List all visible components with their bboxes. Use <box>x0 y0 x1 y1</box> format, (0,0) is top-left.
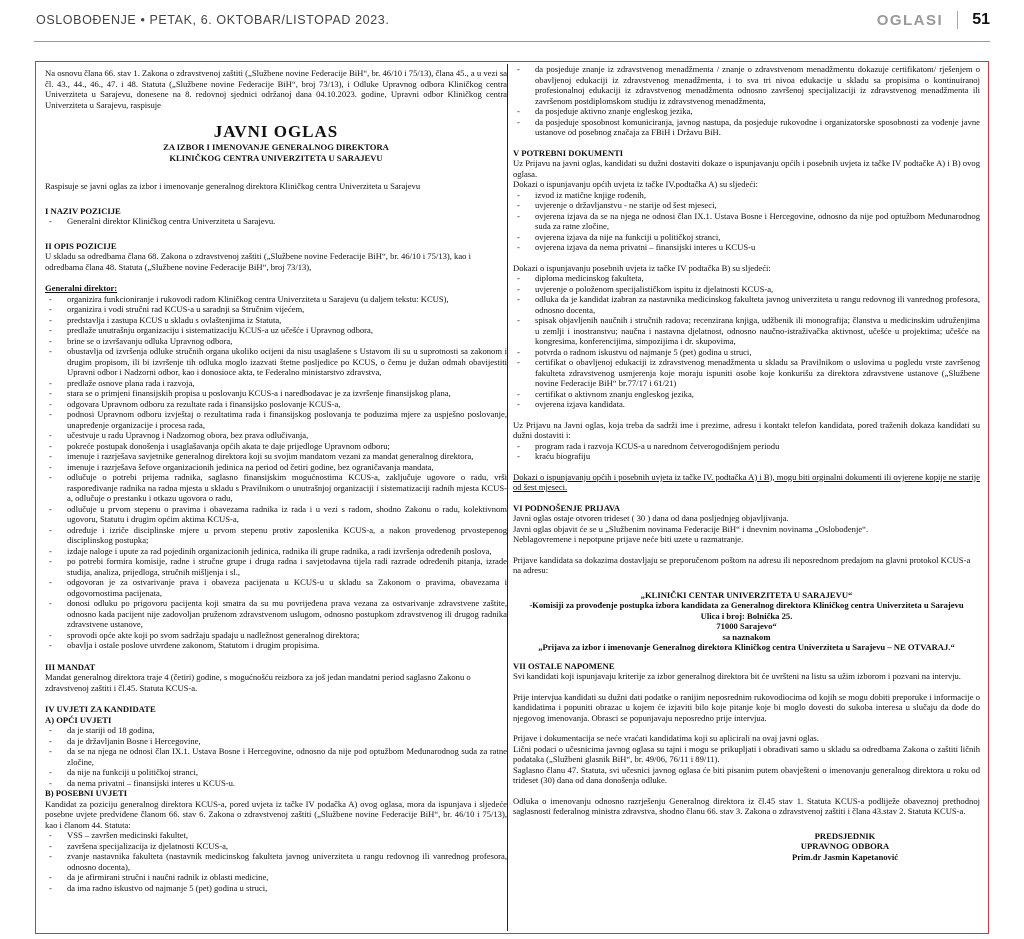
section-7-heading: VII OSTALE NAPOMENE <box>513 660 615 671</box>
list-item: - ovjerena izjava da se na njega ne odnosi član IX.1. Ustava Bosne i Hercegovine, odnosno da nije pod optužbom Međunarodnog suda za ratne zločine, <box>513 211 980 232</box>
list-item: - organizira funkcioniranje i rukovodi radom Kliničkog centra Univerziteta u Sarajevu (u daljem tekstu: KCUS), <box>45 294 507 305</box>
list-item: - donosi odluku po prigovoru pacijenta koji smatra da su mu povrijeđena prava vezana za ostvarivanje zdravstvene zaštite, odnosno kada pacijent nije zadovoljan pruženom zdravstvenom uslugom, odnosno postupkom zdravstvenog ili drugog radnika zdravstvene ustanove, <box>45 598 507 630</box>
section-5b-list <box>513 273 980 410</box>
gd-list <box>45 294 507 651</box>
list-item: - pokreće postupak donošenja i usaglašavanja općih akata te daje prijedloge Upravnom odboru; <box>45 441 507 452</box>
list-item: - određuje i izriče disciplinske mjere u prvom stepenu protiv zaposlenika KCUS-a, a nakon provedenog prvostepenog disciplinskog postupka; <box>45 525 507 546</box>
section-7-p2: Prije intervjua kandidati su dužni dati podatke o ranijim neposrednim rukovodiocima od kojih se mogu dobiti preporuke i informacije o kandidatima i popuniti obrazac u kojem će izjaviti bilo koje pitanje koje bi moglo dovesti do sukoba interesa u slučaju da dođe do njegovog imenovanja. Obrasci se popunjavaju neposredno prije intervjua. <box>513 691 980 723</box>
list-item: - da posjeduje znanje iz zdravstvenog menadžmenta / znanje o zdravstvenom menadžmentu dokazuje certifikatom/ rješenjem o obavljenoj edukaciji iz zdravstvenog menadžmenta, i to sva tri nivoa edukacije u skladu sa propisima o kontinuiranoj profesionalnoj edukaciji iz zdravstvenog menadžmenta odnosno završenoj specijalizaciji iz zdravstvenog menadžmenta ili završenom postdiplomskom studiju iz zdravstvenog menadžmenta, <box>513 64 980 106</box>
section-7-p4: Lični podaci o učesnicima javnog oglasa su tajni i mogu se prikupljati i obrađivati samo u skladu sa odredbama Zakona o zaštiti ličnih podataka („Službeni glasnik BiH“, br. 49/06, 76/11 i 89/11). <box>513 743 980 764</box>
header-rule <box>34 41 990 42</box>
notice-frame <box>35 61 989 934</box>
column-divider <box>507 64 508 931</box>
list-item: - odgovara Upravnom odboru za rezultate rada i finansijsko poslovanje KCUS-a, <box>45 399 507 410</box>
section-6-text-2: Javni oglas objavit će se u „Službenim novinama Federacije BiH“ i dnevnim novinama „Oslobođenje“. <box>513 523 869 534</box>
list-item: - završena specijalizacija iz djelatnosti KCUS-a, <box>45 841 507 852</box>
list-item: - ovjerena izjava kandidata. <box>513 399 980 410</box>
signature-body: UPRAVNOG ODBORA <box>800 841 890 851</box>
list-item: - predlaže unutrašnju organizaciju i sistematizaciju KCUS-a uz učešće i Upravnog odbora, <box>45 325 507 336</box>
section-5-note: Dokazi o ispunjavanju općih i posebnih uvjeta iz tačke IV. podtačka A) i B), mogu biti orginalni dokumenti ili ovjerene kopije ne starije od šest mjeseci. <box>513 471 980 492</box>
list-item: - brine se o izvršavanju odluka Upravnog odbora, <box>45 336 507 347</box>
list-item: - odluka da je kandidat izabran za nastavnika medicinskog fakulteta javnog univerziteta u rangu redovnog ili vanrednog profesora, odnosno docenta, <box>513 294 980 315</box>
list-item: - da je afirmirani stručni i naučni radnik iz oblasti medicine, <box>45 872 507 883</box>
list-item: - predstavlja i zastupa KCUS u skladu s ovlaštenjima iz Statuta, <box>45 315 507 326</box>
page-header <box>0 0 1024 40</box>
list-item: - potvrda o radnom iskustvu od najmanje 5 (pet) godina u struci, <box>513 347 980 358</box>
list-item: - izdaje naloge i upute za rad pojedinih organizacionih jedinica, radnika ili grupe radnika, a radi izvršenja određenih poslova, <box>45 546 507 557</box>
section-5-text: Uz Prijavu na javni oglas, kandidati su dužni dostaviti dokaze o ispunjavanju općih i posebnih uvjeta iz tačke IV podtačke A) i B) ovog oglasa. <box>513 158 980 179</box>
list-item: - imenuje i razrješava savjetnike generalnog direktora koji su svojim mandatom vezani za mandat generalnog direktora, <box>45 451 507 462</box>
section-5c-intro: Uz Prijavu na Javni oglas, koja treba da sadrži ime i prezime, adresu i kontakt telefon kandidata, pored traženih dokaza kandidati su dužni dostaviti i: <box>513 419 980 440</box>
section-name: OGLASI <box>876 11 944 29</box>
list-item: - sprovodi opće akte koji po svom sadržaju spadaju u nadležnost generalnog direktora; <box>45 630 507 641</box>
list-item: - odlučuje o potrebi prijema radnika, saglasno finansijskim mogućnostima KCUS-a, zaključuje ugovore o radu, vrši raspoređivanje radnika na radna mjesta u skladu s Pravilnikom o unutrašnjoj organizaciji i sistematizaciji radnih mjesta KCUS-a, odlučuje o prestanku i otkazu ugovora o radu, <box>45 472 507 504</box>
section-4b-heading: B) POSEBNI UVJETI <box>45 788 128 798</box>
intro-text: Na osnovu člana 66. stav 1. Zakona o zdravstvenoj zaštiti („Službene novine Federacije BiH“, br. 46/10 i 75/13), člana 45., a u vezi sa čl. 43., 44., 46., 47. i 48. Statuta („Službene novine Federacije BiH“, broj 73/13), i Odluke Upravnog odbora Kliničkog centra Univerziteta u Sarajevu, donesene na 8. redovnoj sjednici održanoj dana 04.10.2023. godine, Upravni odbor Kliničkog centra Univerziteta u Sarajevu, raspisuje <box>45 68 507 110</box>
section-3-text: Mandat generalnog direktora traje 4 (četiri) godine, s mogućnošću reizbora za još jedan mandatni period saglasno Zakonu o zdravstvenoj zaštiti i čl.45. Statuta KCUS-a. <box>45 672 471 693</box>
section-7-p1: Svi kandidati koji ispunjavaju kriterije za izbor generalnog direktora bit će uvršteni na listu sa užim izborom i pozvani na intervju. <box>513 671 961 681</box>
section-5b-intro: Dokazi o ispunjavanju posebnih uvjeta iz tačke IV podtačka B) su sljedeći: <box>513 262 771 273</box>
list-item: - diploma medicinskog fakulteta, <box>513 273 980 284</box>
section-1-heading: I NAZIV POZICIJE <box>45 205 121 216</box>
address-line-6: „Prijava za izbor i imenovanje Generalnog direktora Kliničkog centra Univerziteta u Sarajevu – NE OTVARAJ.“ <box>538 642 955 652</box>
signature-block <box>513 831 980 863</box>
section-3-heading: III MANDAT <box>45 661 96 672</box>
right-column <box>513 64 980 862</box>
list-item: - da nema privatni – finansijski interes u KCUS-u. <box>45 778 507 789</box>
section-2-text: U skladu sa odredbama člana 68. Zakona o zdravstvenoj zaštiti („Službene novine Federacije BiH“, br. 46/10 i 75/13), kao i odredbama člana 48. Statuta („Službene novine Federacije BiH“, broj 73/13), <box>45 251 471 272</box>
section-6-text-3: Neblagovremene i nepotpune prijave neće biti uzete u razmatranje. <box>513 534 744 544</box>
signature-name: Prim.dr Jasmin Kapetanović <box>791 851 899 862</box>
address-line-1: „KLINIČKI CENTAR UNIVERZITETA U SARAJEVU“ <box>640 589 853 600</box>
section-1-list <box>45 216 507 227</box>
list-item: - obavlja i ostale poslove utvrđene zakonom, Statutom i drugim propisima. <box>45 640 507 651</box>
section-7-p5: Saglasno članu 47. Statuta, svi učesnici javnog oglasa će biti pisanim putem obavješteni o imenovanju generalnog direktora u roku od trideset (30) dana od dana donošenja odluke. <box>513 764 980 785</box>
list-item: - stara se o primjeni finansijskih propisa u poslovanju KCUS-a i naredbodavac je za izvršenje finansijskog plana, <box>45 388 507 399</box>
section-4a-list <box>45 725 507 788</box>
list-item: - ovjerena izjava da nije na funkciji u političkoj stranci, <box>513 232 980 243</box>
list-item: - certifikat o aktivnom znanju engleskog jezika, <box>513 389 980 400</box>
list-item: - obustavlja od izvršenja odluke stručnih organa ukoliko ocijeni da nisu usaglašene s Ustavom ili su u suprotnosti sa zakonom i drugim propisom, ili bi izvršenje tih odluka moglo izazvati štetne posljedice po KCUS, o čemu je dužan odmah obavijestiti Upravni odbor i Nadzorni odbor, kao i donosioce akta, te Federalno ministarstvo zdravstva, <box>45 346 507 378</box>
section-6-heading: VI PODNOŠENJE PRIJAVA <box>513 502 621 513</box>
list-item: - da nije na funkciji u političkoj stranci, <box>45 767 507 778</box>
section-4-heading: IV UVJETI ZA KANDIDATE <box>45 704 156 714</box>
list-item: - da ima radno iskustvo od najmanje 5 (pet) godina u struci, <box>45 883 507 894</box>
newspaper-date: OSLOBOĐENJE • PETAK, 6. OKTOBAR/LISTOPAD 2023. <box>36 13 390 27</box>
address-line-3: Ulica i broj: Bolnička 25. <box>700 610 793 621</box>
list-item: - da je državljanin Bosne i Hercegovine, <box>45 736 507 747</box>
gd-heading: Generalni direktor: <box>45 283 118 293</box>
list-item: - da se na njega ne odnosi član IX.1. Ustava Bosne i Hercegovine, odnosno da nije pod optužbom Međunarodnog suda za ratne zločine, <box>45 746 507 767</box>
list-item: - organizira i vodi stručni rad KCUS-a u saradnji sa Stručnim vijećem, <box>45 304 507 315</box>
list-item: - učestvuje u radu Upravnog i Nadzornog obora, bez prava odlučivanja, <box>45 430 507 441</box>
list-item: - certifikat o obavljenoj edukaciji iz zdravstvenog menadžmenta u skladu sa Pravilnikom o uslovima u pogledu vrste završenog fakulteta zdravstvenog usmjerenja koje moraju ispuniti osobe koje konkurišu za direktora zdravstvene ustanove („Službene novine Federacije BiH“ br.77/17 i 61/21) <box>513 357 980 389</box>
section-5c-list <box>513 441 980 462</box>
notice-subtitle-2: KLINIČKOG CENTRA UNIVERZITETA U SARAJEVU <box>169 152 383 163</box>
list-item: - odlučuje u prvom stepenu o pravima i obavezama radnika iz rada i u vezi s radom, shodno Zakonu o radu, kolektivnom ugovoru, Statutu i drugim općim aktima KCUS-a, <box>45 504 507 525</box>
list-item: - uvjerenje o državljanstvu - ne starije od šest mjeseci, <box>513 200 980 211</box>
list-item: - uvjerenje o položenom specijalističkom ispitu iz djelatnosti KCUS-a, <box>513 284 980 295</box>
section-5-heading: V POTREBNI DOKUMENTI <box>513 147 624 158</box>
list-item: - ovjerena izjava da nema privatni – finansijski interes u KCUS-u <box>513 242 980 253</box>
list-item: - predlaže osnove plana rada i razvoja, <box>45 378 507 389</box>
notice-subtitle-1: ZA IZBOR I IMENOVANJE GENERALNOG DIREKTORA <box>163 142 389 152</box>
section-5a-intro: Dokazi o ispunjavanju općih uvjeta iz tačke IV.podtačka A) su sljedeći: <box>513 179 758 189</box>
page-number: 51 <box>972 11 990 28</box>
list-item: - zvanje nastavnika fakulteta (nastavnik medicinskog fakulteta javnog univerziteta u rangu redovnog ili vanrednog profesora, odnosno docenta), <box>45 851 507 872</box>
list-item: - kraću biografiju <box>513 451 980 462</box>
list-item: - VSS – završen medicinski fakultet, <box>45 830 507 841</box>
list-item: - da je stariji od 18 godina, <box>45 725 507 736</box>
section-7-p3: Prijave i dokumentacija se neće vraćati kandidatima koji su aplicirali na ovaj javni oglas. <box>513 733 819 743</box>
list-item: - imenuje i razrješava šefove organizacionih jedinica na period od četiri godine, bez ograničavanja mandata, <box>45 462 507 473</box>
header-separator <box>957 11 958 29</box>
section-4b-text: Kandidat za poziciju generalnog direktora KCUS-a, pored uvjeta iz tačke IV podačka A) ovog oglasa, mora da ispunjava i sljedeće posebne uvjete predviđene članom 66. stav 6. Zakona o zdravstvenoj zaštiti („Službene novine Federacije BiH“, br. 46/10 i 75/13), kao i članom 44. Statuta: <box>45 798 507 830</box>
section-6-text-4: Prijave kandidata sa dokazima dostavljaju se preporučenom poštom na adresu ili neposrednom predajom na glavni protokol KCUS-a na adresu: <box>513 554 971 575</box>
list-item: - odgovoran je za ostvarivanje prava i obaveza pacijenata u KCUS-u u skladu sa Zakonom o pravima, obavezama i odgovornostima pacijenata, <box>45 577 507 598</box>
section-5a-list <box>513 190 980 253</box>
section-4b-list-right <box>513 64 980 138</box>
section-7-p6: Odluka o imenovanju odnosno razrješenju Generalnog direktora iz čl.45 stav 1. Statuta KCUS-a podliježe obaveznoj prethodnoj saglasnosti federalnog ministra zdravstva, shodno članu 66. stav 3. Zakona o zdravstvenoj zaštiti i člana 43.stav 2. Statuta KCUS-a. <box>513 795 980 816</box>
left-column <box>45 68 507 893</box>
signature-title: PREDSJEDNIK <box>814 830 876 841</box>
section-4b-list-left <box>45 830 507 893</box>
list-item: - da posjeduje aktivno znanje engleskog jezika, <box>513 106 980 117</box>
list-item: - podnosi Upravnom odboru izvještaj o rezultatima rada i finansijskog poslovanja te poduzima mjere za uspješno poslovanje, unapređenje organizacije i procesa rada, <box>45 409 507 430</box>
list-item: - program rada i razvoja KCUS-a u narednom četverogodišnjem periodu <box>513 441 980 452</box>
raspisuje-text: Raspisuje se javni oglas za izbor i imenovanje generalnog direktora Kliničkog centra Univerziteta u Sarajevu <box>45 181 421 191</box>
address-line-2: -Komisiji za provođenje postupka izbora kandidata za Generalnog direktora Kliničkog centra Univerziteta u Sarajevu <box>529 600 964 610</box>
section-6-text-1: Javni oglas ostaje otvoren trideset ( 30 ) dana od dana posljednjeg objavljivanja. <box>513 513 789 523</box>
list-item: - izvod iz matične knjige rođenih, <box>513 190 980 201</box>
address-line-4: 71000 Sarajevo“ <box>716 621 777 631</box>
address-line-5: sa naznakom <box>722 631 771 642</box>
notice-title: JAVNI OGLAS <box>213 122 339 141</box>
section-2-heading: II OPIS POZICIJE <box>45 240 117 251</box>
list-item: - Generalni direktor Kliničkog centra Univerziteta u Sarajevu. <box>45 216 507 227</box>
list-item: - spisak objavljenih naučnih i stručnih radova; recenzirana knjiga, udžbenik ili monografija; članstva u medicinskim udruženjima u zemlji i inostranstvu; naučna i nastavna djelatnost, odnosno naučno-istraživačka aktivnost, učešće u projektima; učešće na kongresima, konferencijima, simpozijima i dr. skupovima, <box>513 315 980 347</box>
list-item: - po potrebi formira komisije, radne i stručne grupe i druga radna i savjetodavna tijela radi razrade određenih pitanja, izrade studija, analiza, prijedloga, stručnih mišljenja i sl., <box>45 556 507 577</box>
list-item: - da posjeduje sposobnost komuniciranja, javnog nastupa, da posjeduje rukovodne i organizatorske sposobnosti za vođenje javne ustanove od posebnog značaja za FBiH i Državu BiH. <box>513 117 980 138</box>
header-right <box>877 11 990 29</box>
section-4a-heading: A) OPĆI UVJETI <box>45 714 112 725</box>
